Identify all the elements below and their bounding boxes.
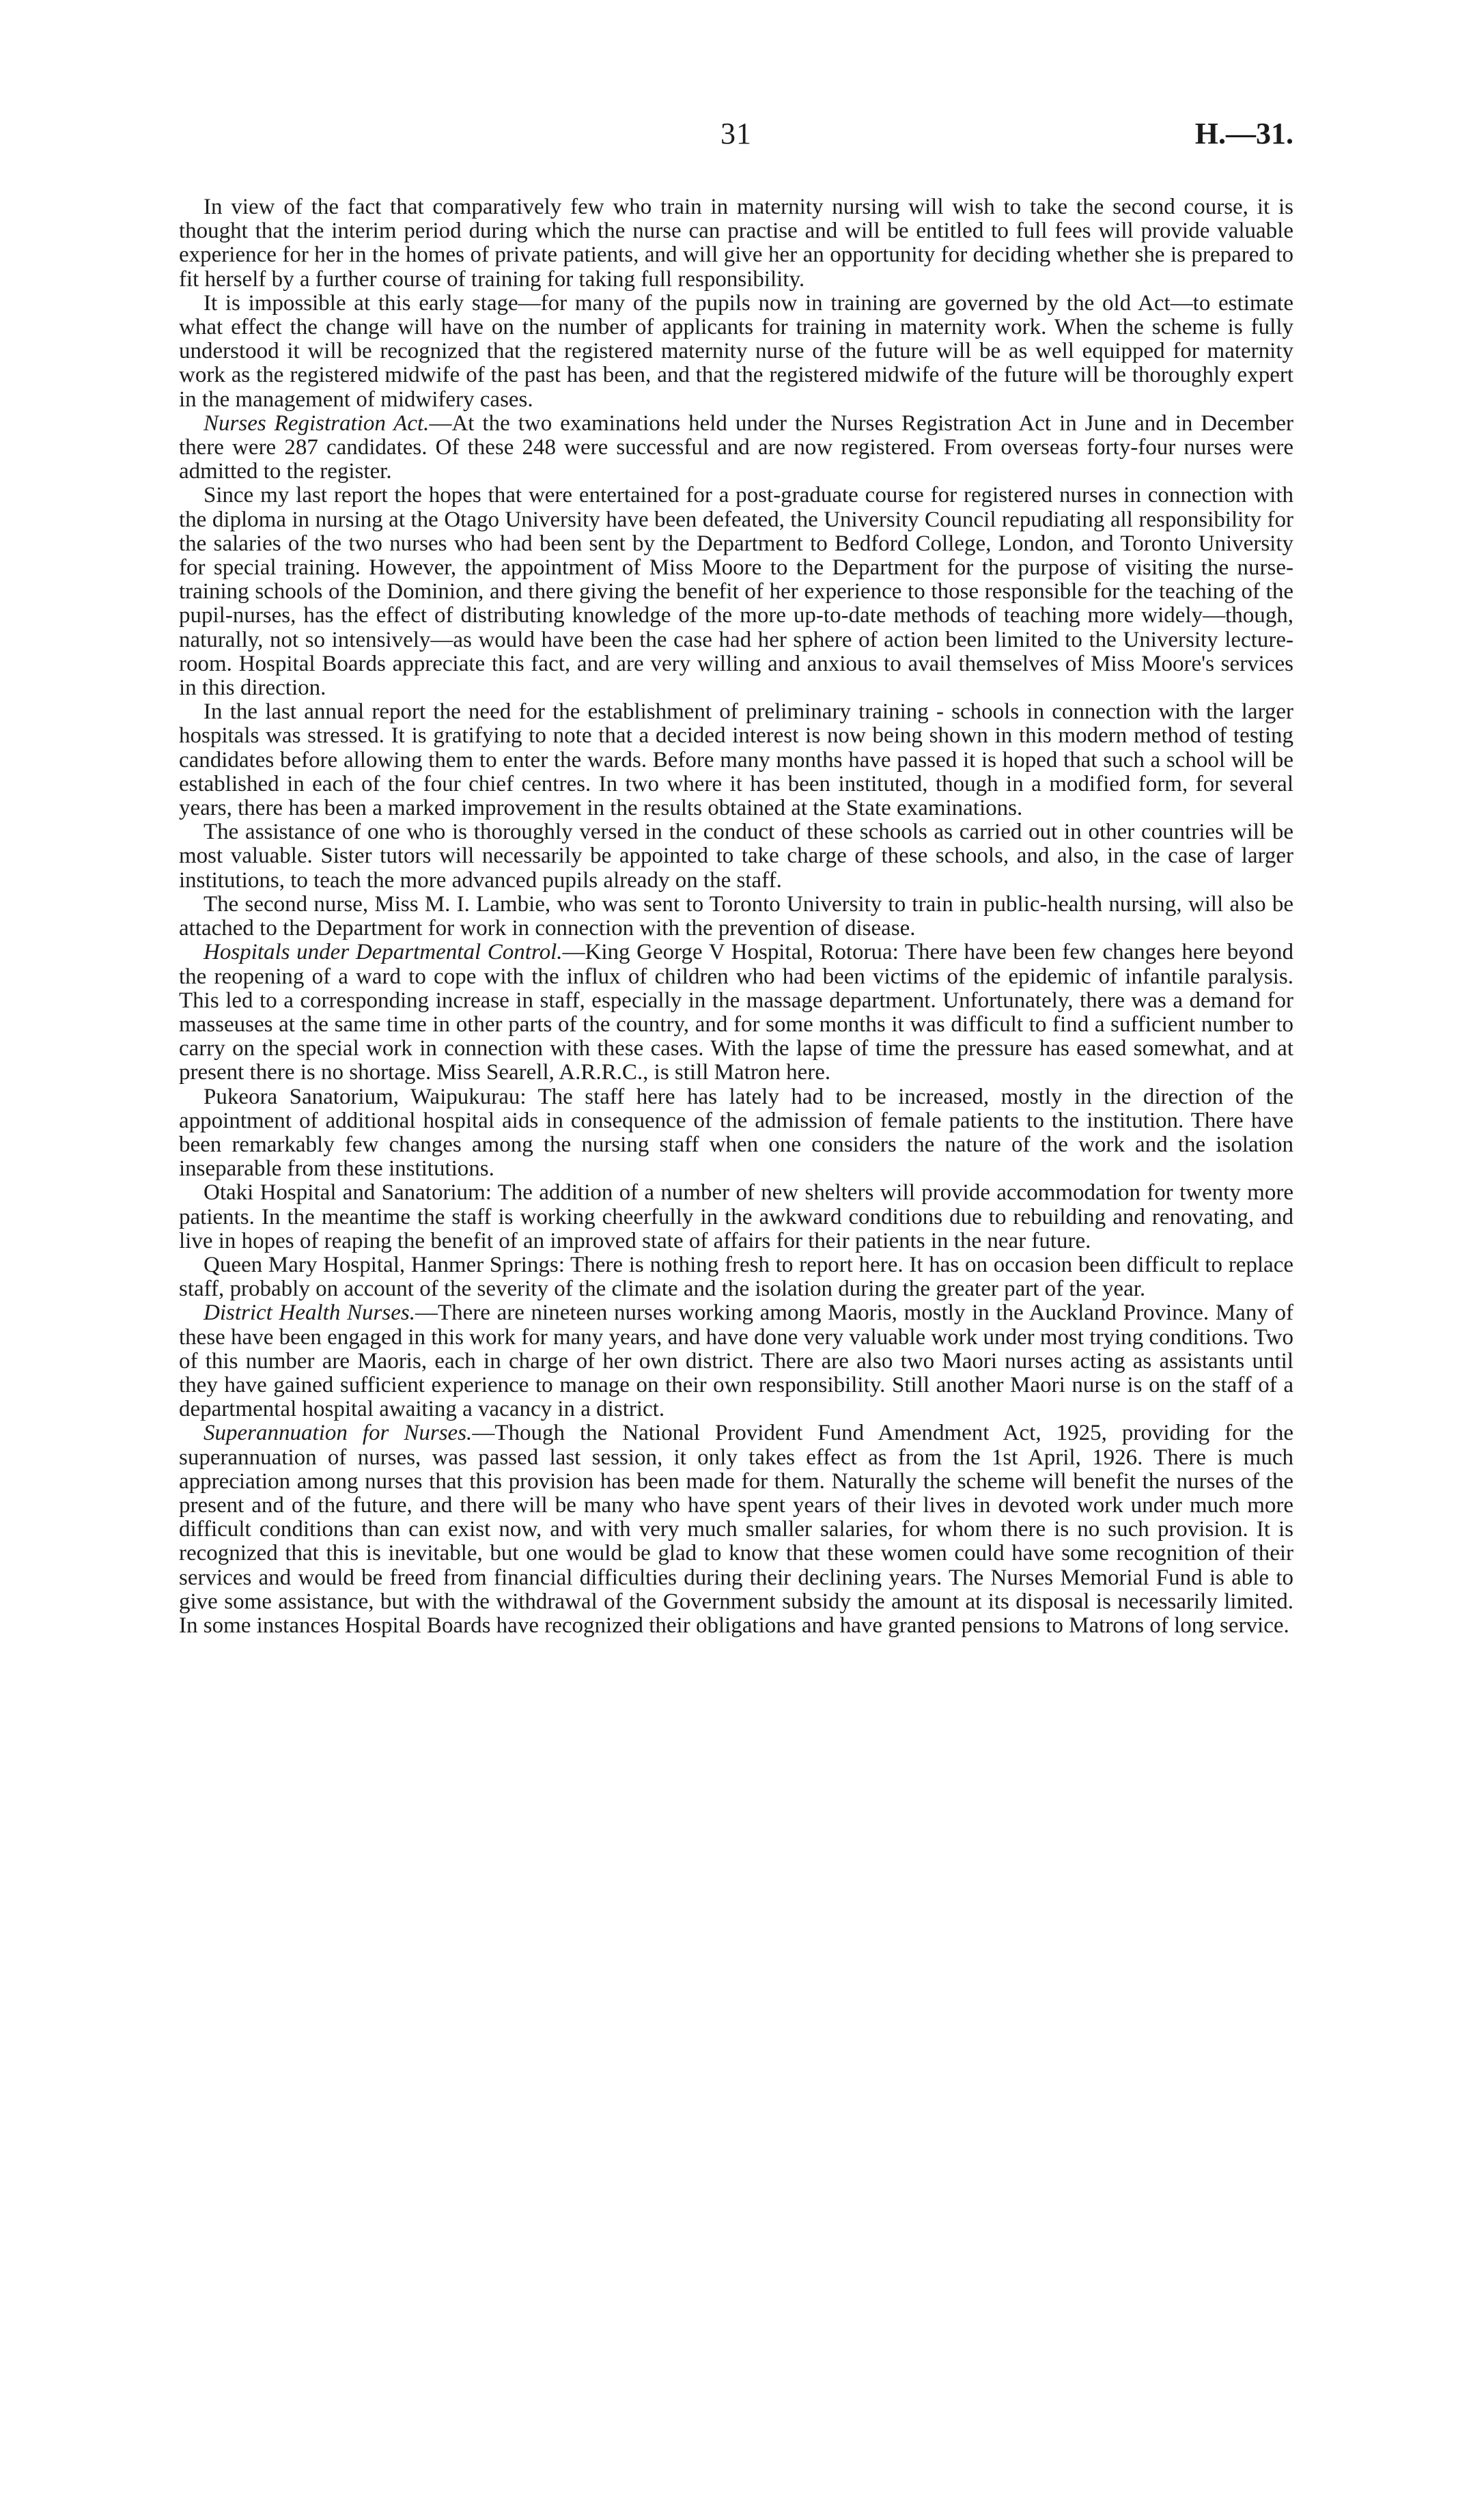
document-page [179,102,1293,1638]
paragraph-preliminary-schools [179,700,1293,820]
paragraph-heading: Hospitals under Departmental Control. [204,940,563,965]
paragraph-sister-tutors [179,820,1293,893]
paragraph-text: The assistance of one who is thoroughly versed in the conduct of these schools as carried out in other countries will be most valuable. Sister tutors will necessarily be appointed to take charge of these schools, and also, in the case of larger institutions, to teach the more advanced pupils already on the staff. [179,820,1293,893]
page-header [179,102,1293,157]
paragraph-text: —There are nineteen nurses working among Maoris, mostly in the Auckland Province. Many of these have been engaged in this work for many years, and have done very valuable work under most trying conditions. Two of this number are Maoris, each in charge of her own district. There are also two Maori nurses acting as assistants until they have gained sufficient experience to manage on their own responsibility. Still another Maori nurse is on the staff of a departmental hospital awaiting a vacancy in a district. [179,1300,1293,1422]
paragraph-otaki-hospital [179,1181,1293,1253]
paragraph-text: In the last annual report the need for the establishment of preliminary training - schools in connection with the larger hospitals was stressed. It is gratifying to note that a decided interest is now being shown in this modern method of testing candidates before allowing them to enter the wards. Before many months have passed it is hoped that such a school will be established in each of the four chief centres. In two where it has been instituted, though in a modified form, for several years, there has been a marked improvement in the results obtained at the State examinations. [179,699,1293,821]
document-reference: H.—31. [1194,117,1293,150]
paragraph-text: In view of the fact that comparatively few who train in maternity nursing will wish to take the second course, it is thought that the interim period during which the nurse can practise and will be entitled to full fees will provide valuable experience for her in the homes of private patients, and will give her an opportunity for deciding whether she is prepared to fit herself by a further course of training for taking full responsibility. [179,195,1293,292]
paragraph-post-graduate-course [179,484,1293,700]
body-text [179,195,1293,1638]
paragraph-nurses-registration-act [179,412,1293,484]
paragraph-maternity-course [179,195,1293,292]
paragraph-heading: Superannuation for Nurses. [204,1421,473,1446]
paragraph-text: Queen Mary Hospital, Hanmer Springs: There is nothing fresh to report here. It has on occasion been difficult to replace staff, probably on account of the severity of the climate and the isolation during the greater part of the year. [179,1252,1293,1302]
paragraph-superannuation [179,1421,1293,1638]
paragraph-text: —King George V Hospital, Rotorua: There have been few changes here beyond the reopening of a ward to cope with the influx of children who had been victims of the epidemic of infantile paralysis. This led to a corresponding increase in staff, especially in the massage department. Unfortunately, there was a demand for masseuses at the same time in other parts of the country, and for some months it was difficult to find a sufficient number to carry on the special work in connection with these cases. With the lapse of time the pressure has eased somewhat, and at present there is no shortage. Miss Searell, A.R.R.C., is still Matron here. [179,940,1294,1085]
paragraph-heading: Nurses Registration Act. [204,410,430,436]
paragraph-district-health-nurses [179,1301,1293,1421]
paragraph-departmental-hospitals [179,941,1293,1085]
page-number: 31 [720,117,752,150]
paragraph-miss-lambie [179,893,1293,941]
paragraph-pukeora-sanatorium [179,1085,1293,1182]
paragraph-text: It is impossible at this early stage—for many of the pupils now in training are governed by the old Act—to estimate what effect the change will have on the number of applicants for training in maternity work. When the scheme is fully understood it will be recognized that the registered maternity nurse of the future will be as well equipped for maternity work as the registered midwife of the past has been, and that the registered midwife of the future will be thoroughly expert in the management of midwifery cases. [179,290,1293,412]
paragraph-early-stage [179,292,1293,412]
paragraph-text: Pukeora Sanatorium, Waipukurau: The staff here has lately had to be increased, mostly in the direction of the appointment of additional hospital aids in consequence of the admission of female patients to the institution. There have been remarkably few changes among the nursing staff when one considers the nature of the work and the isolation inseparable from these institutions. [179,1084,1293,1182]
paragraph-text: —At the two examinations held under the Nurses Registration Act in June and in December there were 287 candidates. Of these 248 were successful and are now registered. From overseas forty-four nurses were admitted to the register. [179,410,1293,484]
paragraph-text: Otaki Hospital and Sanatorium: The addition of a number of new shelters will provide accommodation for twenty more patients. In the meantime the staff is working cheerfully in the awkward conditions due to rebuilding and renovating, and live in hopes of reaping the benefit of an improved state of affairs for their patients in the near future. [179,1180,1293,1253]
paragraph-text: The second nurse, Miss M. I. Lambie, who was sent to Toronto University to train in public-health nursing, will also be attached to the Department for work in connection with the prevention of disease. [179,891,1293,941]
paragraph-text: Since my last report the hopes that were entertained for a post-graduate course for registered nurses in connection with the diploma in nursing at the Otago University have been defeated, the University Council repudiating all responsibility for the salaries of the two nurses who had been sent by the Department to Bedford College, London, and Toronto University for special training. However, the appointment of Miss Moore to the Department for the purpose of visiting the nurse-training schools of the Dominion, and there giving the benefit of her experience to those responsible for the teaching of the pupil-nurses, has the effect of distributing knowledge of the more up-to-date methods of teaching more widely—though, naturally, not so intensively—as would have been the case had her sphere of action been limited to the University lecture-room. Hospital Boards appreciate this fact, and are very willing and anxious to avail themselves of Miss Moore's services in this direction. [179,483,1293,701]
paragraph-queen-mary-hospital [179,1253,1293,1301]
paragraph-heading: District Health Nurses. [204,1300,415,1326]
paragraph-text: —Though the National Provident Fund Amendment Act, 1925, providing for the superannuation of nurses, was passed last session, it only takes effect as from the 1st April, 1926. There is much appreciation among nurses that this provision has been made for them. Naturally the scheme will benefit the nurses of the present and of the future, and there will be many who have spent years of their lives in devoted work under much more difficult conditions than can exist now, and with very much smaller salaries, for whom there is no such provision. It is recognized that this is inevitable, but one would be glad to know that these women could have some recognition of their services and would be freed from financial difficulties during their declining years. The Nurses Memorial Fund is able to give some assistance, but with the withdrawal of the Government subsidy the amount at its disposal is necessarily limited. In some instances Hospital Boards have recognized their obligations and have granted pensions to Matrons of long service. [179,1421,1293,1638]
